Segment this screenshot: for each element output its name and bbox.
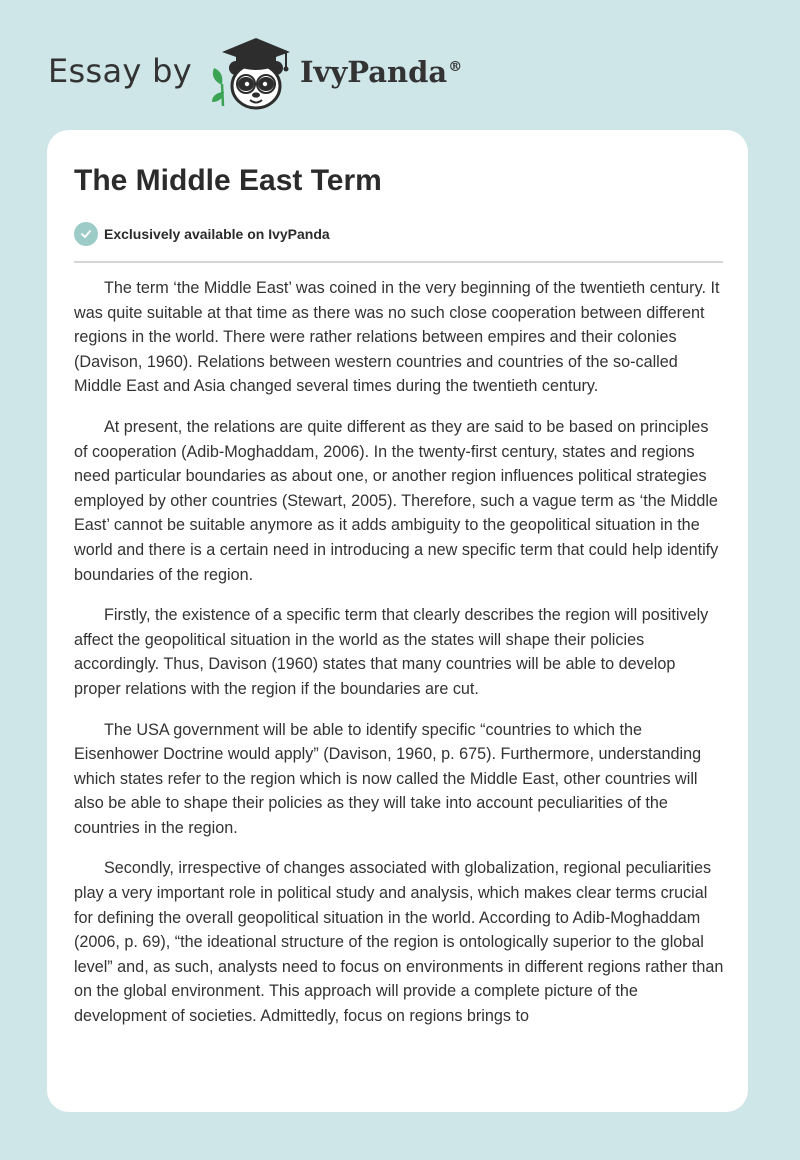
panda-logo-icon (206, 34, 296, 114)
check-circle-icon (74, 222, 98, 246)
registered-mark: ® (448, 59, 463, 76)
title-divider (74, 261, 723, 263)
essay-card (47, 130, 748, 1112)
essay-paragraph: The term ‘the Middle East’ was coined in the very beginning of the twentieth century. It was quite suitable at that time as there was no such close cooperation between different regions in the world. There were rather relations between empires and their colonies (Davison, 1960). Relations between western countries and countries of the so-called Middle East and Asia changed several times during the twentieth century. (74, 279, 720, 396)
essay-title: The Middle East Term (74, 164, 382, 197)
essay-paragraph: The USA government will be able to identify specific “countries to which the Eisenhower Doctrine would apply” (Davison, 1960, p. 675). Furthermore, understanding which states refer to the region which is now called the Middle East, other countries will also be able to shape their policies as they will take into account peculiarities of the countries in the region. (74, 720, 702, 837)
essay-paragraph: Firstly, the existence of a specific term that clearly describes the region will positively affect the geopolitical situation in the world as the states will shape their policies accordingly. Thus, Davison (1960) states that many countries will be able to develop proper relations with the region if the boundaries are cut. (74, 606, 709, 698)
brand-name (300, 55, 462, 89)
essay-body (74, 276, 724, 1045)
brand-name-text: IvyPanda (299, 55, 448, 89)
site-logo[interactable] (48, 34, 462, 114)
essay-paragraph: Secondly, irrespective of changes associated with globalization, regional peculiarities play a very important role in political study and analysis, which makes clear terms crucial for defining the overall geopolitical situation in the world. According to Adib-Moghaddam (2006, p. 69), “the ideational structure of the region is ontologically superior to the global level” and, as such, analysts need to focus on environments in different regions rather than on the global environment. This approach will provide a complete picture of the development of societies. Admittedly, focus on regions brings to (74, 859, 724, 1026)
exclusive-badge (74, 222, 330, 246)
essay-by-label: Essay by (48, 52, 192, 90)
exclusive-badge-text: Exclusively available on IvyPanda (104, 226, 330, 242)
essay-paragraph: At present, the relations are quite different as they are said to be based on principles of cooperation (Adib-Moghaddam, 2006). In the twenty-first century, states and regions need particular boundaries as about one, or another region influences political strategies employed by other countries (Stewart, 2005). Therefore, such a vague term as ‘the Middle East’ cannot be suitable anymore as it adds ambiguity to the geopolitical situation in the world and there is a certain need in introducing a new specific term that could help identify boundaries of the region. (74, 417, 719, 584)
